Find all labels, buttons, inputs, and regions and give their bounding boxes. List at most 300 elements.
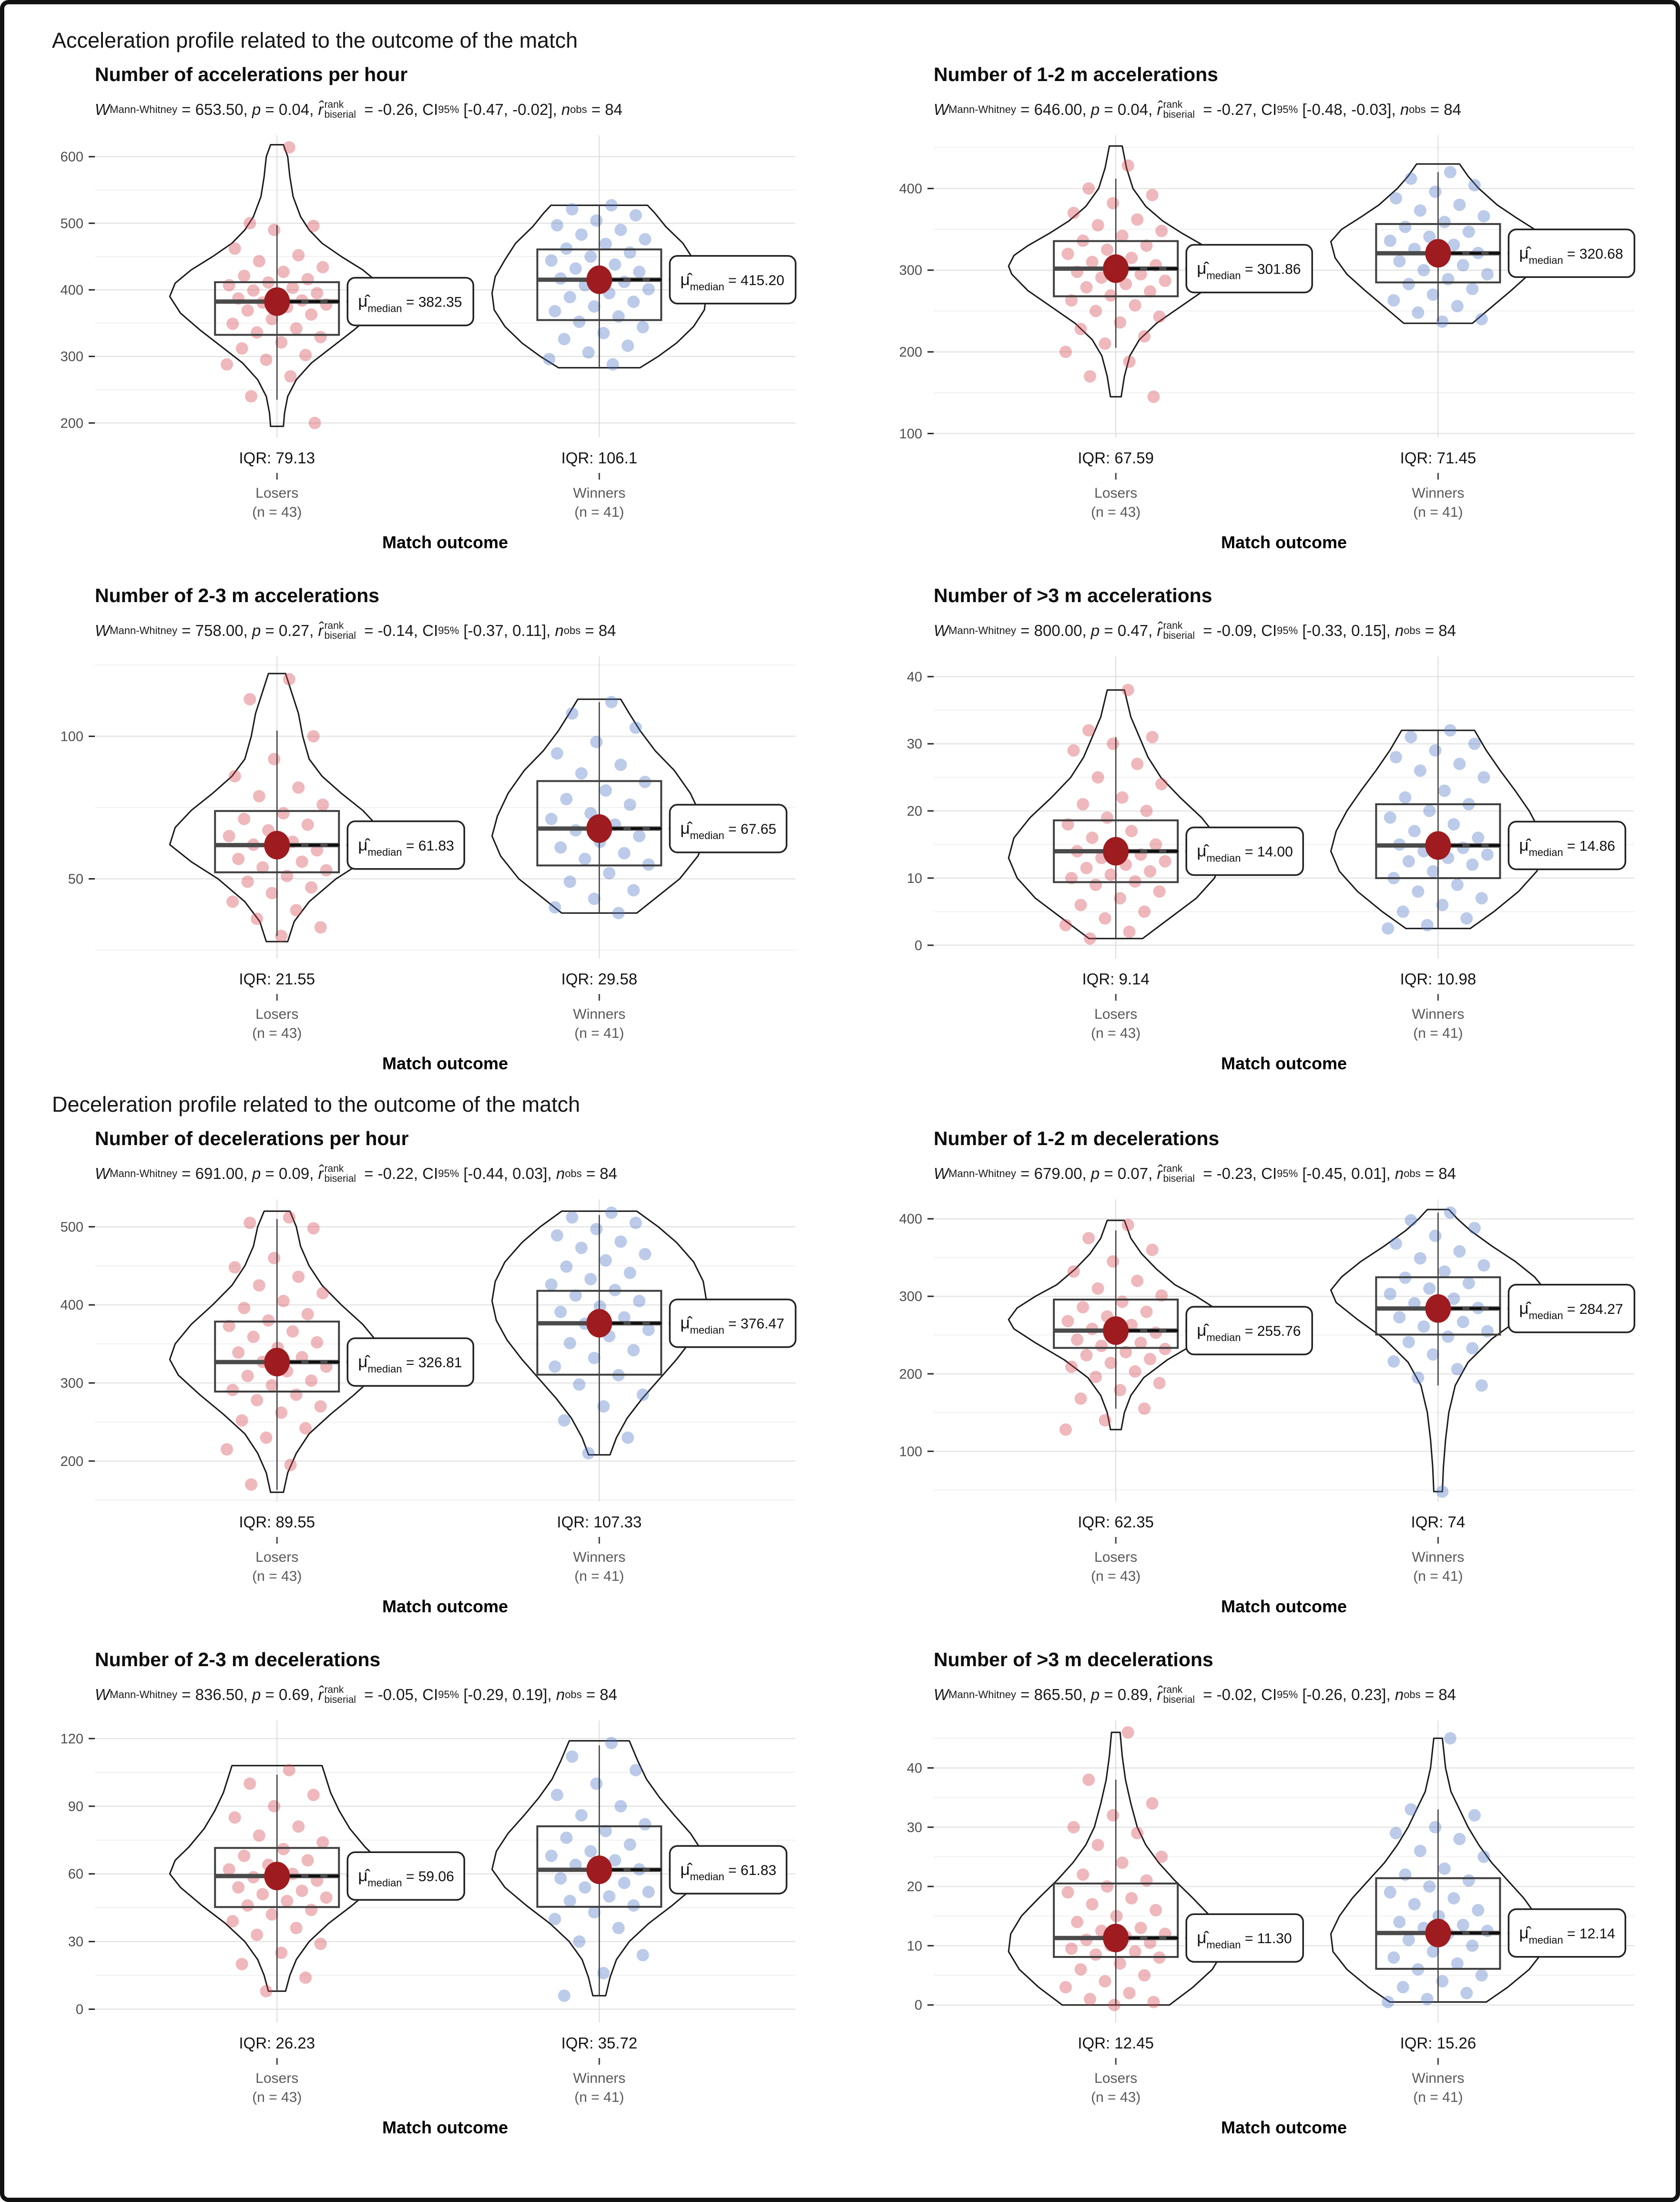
data-point [251,1929,263,1941]
violin-plot-7 [862,1647,1644,2149]
p-symbol: p [252,1686,261,1703]
median-label-losers: μ̂median = 59.06 [358,1866,454,1889]
ci-value: [-0.48, -0.03] [1302,101,1392,118]
data-point [1135,1922,1147,1934]
stats-line: W Mann-Whitney = 691.00 , p = 0.09 , r̂ rank biserial = -0.22 , CI 95% [-0.44, 0.03] , n obs = 84 [95,1163,617,1184]
data-point [1080,281,1093,294]
data-point [1159,275,1171,287]
data-point [1146,731,1159,743]
r-supsub [324,1164,356,1184]
data-point [285,370,297,383]
data-point [229,242,241,255]
data-point [1159,1343,1171,1355]
data-point [296,1885,308,1897]
n-value: 84 [600,1165,617,1182]
data-point [1393,255,1405,267]
data-point [590,736,602,748]
data-point [242,1370,254,1382]
data-point [1122,1219,1134,1231]
data-point [637,1949,649,1961]
data-point [630,209,642,222]
data-point [639,233,651,246]
data-point [1101,1880,1113,1893]
data-point [1427,865,1439,878]
y-tick-label: 0 [914,1997,922,2013]
group-n-label-losers: (n = 43) [252,1568,302,1584]
data-point [316,261,329,274]
data-point [614,1800,627,1813]
data-point [1477,1259,1490,1271]
plot-grid-deceleration [23,1126,1657,2149]
data-point [575,228,588,241]
data-point [1466,1342,1478,1354]
data-point [244,1778,256,1790]
group-label-winners: Winners [1412,2070,1465,2086]
x-axis-label: Match outcome [382,2118,509,2137]
data-point [1414,1252,1426,1265]
iqr-label-winners: IQR: 74 [1411,1513,1466,1531]
data-point [1084,370,1096,383]
r-supsub [324,100,356,120]
plot-title: Number of 1-2 m decelerations [934,1127,1220,1149]
r-supsub [1163,621,1195,641]
data-point [549,1361,561,1373]
y-tick-label: 300 [60,349,83,365]
x-axis-label: Match outcome [382,533,509,552]
data-point [226,895,239,908]
data-point [624,799,636,811]
data-point [1393,1916,1405,1928]
data-point [238,1850,250,1862]
data-point [1071,1916,1083,1928]
ci-value: [-0.37, 0.11] [463,622,547,639]
data-point [1138,330,1151,343]
data-point [281,1895,293,1907]
median-dot-winners [1425,1294,1451,1323]
data-point [1447,818,1460,830]
data-point [1148,1996,1160,2008]
iqr-label-losers: IQR: 79.13 [239,449,315,467]
data-point [600,238,612,250]
stats-line: W Mann-Whitney = 800.00 , p = 0.47 , r̂ rank biserial = -0.09 , CI 95% [-0.33, 0.15] , n obs = 84 [934,620,1456,641]
data-point [305,308,317,321]
data-point [1059,346,1072,358]
w-subscript: Mann-Whitney [948,625,1016,636]
data-point [575,1809,588,1822]
data-point [1077,1868,1089,1881]
data-point [603,1890,615,1903]
section-title-acceleration: Acceleration profile related to the outcome of the match [52,28,578,52]
group-label-losers: Losers [1094,1006,1138,1022]
data-point [238,1302,250,1314]
n-subscript: obs [1409,103,1426,115]
section-title-deceleration: Deceleration profile related to the outcome of the match [52,1092,580,1116]
data-point [1116,791,1129,804]
p-value: 0.07 [1117,1165,1149,1182]
data-point [1116,1856,1129,1869]
x-axis-label: Match outcome [1221,1597,1347,1616]
data-point [1444,1732,1456,1744]
median-label-losers: μ̂median = 382.35 [358,292,462,315]
data-point [1123,926,1136,938]
data-point [612,1922,625,1934]
data-point [229,770,241,782]
data-point [232,1346,244,1359]
data-point [1082,1773,1095,1786]
data-point [290,904,303,916]
data-point [226,317,239,330]
data-point [316,1836,329,1849]
median-label-winners: μ̂median = 284.27 [1519,1299,1623,1321]
group-n-label-losers: (n = 43) [252,2089,302,2105]
p-symbol: p [252,1165,261,1182]
median-label-winners: μ̂median = 12.14 [1519,1923,1615,1946]
group-n-label-losers: (n = 43) [1091,2089,1141,2105]
data-point [1403,855,1415,868]
data-point [605,1737,618,1749]
data-point [579,1881,591,1894]
data-point [630,1764,642,1776]
y-tick-label: 0 [75,2002,83,2018]
data-point [566,707,578,720]
data-point [590,1778,602,1790]
data-point [1447,1892,1460,1905]
group-label-winners: Winners [573,2070,626,2086]
data-point [1101,811,1113,824]
data-point [588,892,601,905]
median-label-winners: μ̂median = 14.86 [1519,836,1615,859]
ci-symbol: CI [422,1165,438,1182]
data-point [1131,1827,1143,1839]
data-point [226,1384,239,1396]
data-point [238,270,250,282]
data-point [299,1971,312,1984]
n-symbol: n [556,1686,565,1703]
data-point [551,219,563,232]
data-point [302,819,314,831]
y-tick-label: 400 [60,1298,83,1313]
w-subscript: Mann-Whitney [948,1168,1016,1179]
r-value: -0.09 [1216,622,1252,639]
data-point [1468,179,1481,192]
violin-plot-5 [862,1126,1644,1628]
data-point [1075,1393,1087,1405]
data-point [545,813,558,825]
data-point [1068,207,1080,219]
ci-symbol: CI [422,101,438,118]
data-point [1463,1874,1475,1887]
y-tick-label: 100 [899,1444,922,1460]
y-tick-label: 400 [899,1211,922,1227]
data-point [242,1899,254,1912]
y-tick-label: 300 [899,263,922,278]
data-point [253,1279,265,1291]
n-subscript: obs [563,625,581,636]
median-dot-winners [1425,831,1451,860]
data-point [1390,1238,1402,1250]
data-point [545,1850,558,1862]
median-dot-losers [1103,1316,1129,1345]
data-point [1423,1880,1436,1893]
data-point [1075,323,1087,335]
plot-title: Number of 2-3 m decelerations [95,1649,381,1670]
group-n-label-winners: (n = 41) [1413,504,1463,520]
r-superscript: rank [324,1684,344,1695]
data-point [1481,849,1494,861]
data-point [283,1211,295,1224]
y-tick-label: 30 [68,1934,83,1950]
data-point [251,912,263,925]
data-point [564,1337,576,1349]
r-symbol: r̂ [1157,1686,1162,1703]
data-point [251,326,263,338]
data-point [266,887,278,899]
violin-plot-4 [23,1126,805,1628]
data-point [1477,1851,1490,1863]
iqr-label-losers: IQR: 62.35 [1078,1513,1154,1531]
r-supsub [1163,100,1195,120]
n-subscript: obs [1404,625,1421,636]
violin-plot-2 [23,583,805,1085]
r-value: -0.02 [1216,1686,1252,1703]
data-point [630,722,642,734]
n-symbol: n [561,101,570,118]
violin-chart [862,1714,1644,2149]
data-point [307,730,320,743]
data-point [1387,1355,1400,1368]
data-point [618,847,631,860]
data-point [630,1217,642,1229]
data-point [1453,1245,1466,1258]
data-point [302,273,314,286]
r-value: -0.14 [377,622,414,639]
data-point [268,753,280,765]
n-value: 84 [1438,1686,1456,1703]
data-point [1146,189,1159,201]
y-tick-label: 600 [60,149,83,165]
data-point [627,1899,640,1912]
data-point [627,1344,640,1356]
group-label-winners: Winners [573,1006,626,1022]
stats-line: W Mann-Whitney = 653.50 , p = 0.04 , r̂ rank biserial = -0.26 , CI 95% [-0.47, -0.02] , n obs = 84 [95,99,622,120]
data-point [1140,1874,1153,1887]
data-point [1384,235,1396,247]
data-point [253,255,265,267]
data-point [1092,219,1104,232]
data-point [1089,1948,1102,1961]
data-point [238,813,250,825]
data-point [1405,731,1417,743]
ci-symbol: CI [1261,101,1277,118]
data-point [1421,1993,1434,2005]
data-point [1417,264,1430,277]
data-point [1390,1827,1402,1839]
iqr-label-winners: IQR: 10.98 [1400,970,1476,988]
y-tick-label: 300 [899,1289,922,1305]
w-subscript: Mann-Whitney [110,103,177,115]
data-point [302,1854,314,1866]
data-point [1481,268,1494,280]
median-label-winners: μ̂median = 320.68 [1519,244,1623,266]
w-symbol: W [95,1165,110,1182]
p-symbol: p [252,101,261,118]
y-tick-label: 200 [899,345,922,360]
data-point [1429,1821,1441,1833]
p-symbol: p [1090,1165,1100,1182]
data-point [590,215,602,227]
data-point [642,1886,655,1898]
data-point [573,316,585,328]
y-tick-label: 50 [68,871,83,887]
y-tick-label: 400 [899,181,922,197]
data-point [245,1478,257,1491]
data-point [1393,1311,1405,1323]
data-point [1457,1919,1469,1931]
n-value: 84 [1444,101,1461,118]
p-value: 0.09 [278,1165,310,1182]
w-subscript: Mann-Whitney [110,1689,177,1700]
data-point [560,1260,572,1273]
data-point [223,279,235,291]
x-axis-label: Match outcome [1221,1054,1347,1073]
y-tick-label: 10 [906,871,922,886]
n-value: 84 [605,101,622,118]
data-point [256,1888,269,1900]
r-subscript: biserial [1163,1694,1195,1705]
median-label-losers: μ̂median = 61.83 [358,835,454,858]
group-label-losers: Losers [1094,2070,1138,2086]
data-point [564,291,576,303]
data-point [1110,1910,1123,1922]
data-point [245,390,257,402]
data-point [268,224,280,236]
data-point [1159,855,1171,868]
ci-value: [-0.47, -0.02] [463,101,553,118]
data-point [1084,1993,1096,2005]
data-point [1427,288,1439,301]
data-point [1387,1951,1400,1964]
data-point [223,830,235,842]
plot-title: Number of accelerations per hour [95,63,408,85]
y-tick-label: 100 [60,729,83,745]
data-point [283,141,295,154]
violin-chart [23,1193,805,1628]
data-point [1086,256,1099,268]
median-dot-winners [586,1309,612,1338]
data-point [637,321,649,333]
data-point [551,1789,563,1801]
data-point [251,1394,263,1406]
data-point [1140,805,1153,817]
group-label-losers: Losers [255,2070,299,2086]
data-point [1075,1963,1087,1976]
data-point [299,349,312,361]
data-point [633,266,645,278]
data-point [1138,1403,1151,1415]
violin-plot-0 [23,61,805,563]
jitter-points-winners [1384,1207,1494,1498]
data-point [1084,932,1096,945]
data-point [236,1414,248,1427]
data-point [307,1222,320,1235]
data-point [566,1211,578,1224]
data-point [1155,1851,1168,1863]
median-label-winners: μ̂median = 415.20 [680,270,784,293]
x-axis-label: Match outcome [1221,533,1347,552]
data-point [1403,278,1415,290]
iqr-label-losers: IQR: 9.14 [1082,970,1150,988]
data-point [1477,771,1490,784]
iqr-label-losers: IQR: 89.55 [239,1513,315,1531]
data-point [584,1273,597,1285]
data-point [305,881,317,894]
data-point [1412,307,1424,319]
group-label-losers: Losers [1094,1549,1138,1565]
data-point [1451,1957,1464,1970]
data-point [1408,825,1421,837]
data-point [1468,1809,1481,1822]
r-value: -0.22 [377,1165,414,1182]
plot-title: Number of decelerations per hour [95,1127,409,1149]
r-symbol: r̂ [318,101,324,118]
y-tick-label: 500 [60,1219,83,1235]
data-point [1390,751,1402,763]
data-point [639,1818,651,1831]
data-point [320,864,333,877]
data-point [1476,892,1488,904]
data-point [247,284,260,297]
data-point [262,1314,275,1327]
r-subscript: biserial [324,1694,356,1705]
data-point [1414,765,1426,777]
ci-symbol: CI [1261,1686,1277,1703]
ci-value: [-0.33, 0.15] [1302,622,1386,639]
iqr-label-winners: IQR: 15.26 [1400,2034,1476,2052]
data-point [545,255,558,267]
data-point [1122,684,1134,696]
data-point [566,1751,578,1763]
data-point [1140,1306,1153,1318]
data-point [1429,1229,1441,1242]
data-point [232,853,244,865]
p-symbol: p [252,622,261,639]
data-point [614,224,627,236]
ci-subscript: 95% [438,625,459,636]
data-point [266,1908,278,1921]
data-point [1131,214,1143,226]
data-point [560,1832,572,1844]
violin-chart [23,1714,805,2149]
median-label-losers: μ̂median = 326.81 [358,1352,462,1375]
violin-plot-1 [862,61,1644,563]
r-value: -0.05 [377,1686,414,1703]
group-n-label-winners: (n = 41) [1413,2089,1463,2105]
data-point [1150,1904,1162,1916]
data-point [1403,1934,1415,1946]
data-point [564,1895,576,1907]
data-point [1131,758,1143,770]
data-point [299,1422,312,1434]
r-subscript: biserial [324,1173,356,1184]
data-point [1089,1371,1102,1383]
data-point [1444,166,1456,178]
data-point [286,282,299,294]
data-point [609,258,621,271]
w-symbol: W [934,101,949,118]
data-point [1414,205,1426,217]
data-point [311,1336,323,1349]
ci-value: [-0.26, 0.23] [1302,1686,1386,1703]
